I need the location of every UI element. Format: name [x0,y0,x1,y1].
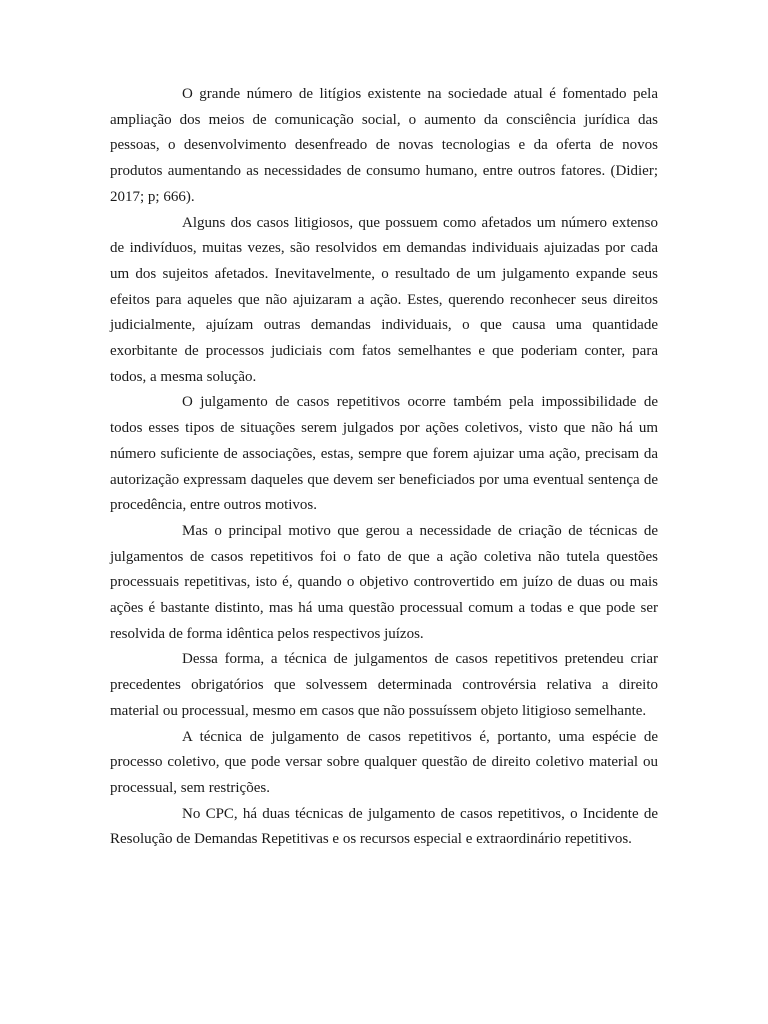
paragraph-5: Dessa forma, a técnica de julgamentos de casos repetitivos pretendeu criar precedentes obrigatórios que solvessem determinada controvérsia relativa a direito material ou processual, mesmo em casos que não possuíssem objeto litigioso semelhante. [110,651,658,719]
paragraph-3: O julgamento de casos repetitivos ocorre também pela impossibilidade de todos esses tipos de situações serem julgados por ações coletivos, visto que não há um número suficiente de associações, estas, sempre que forem ajuizar uma ação, precisam da autorização expressam daqueles que devem ser beneficiados por uma eventual sentença de procedência, entre outros motivos. [110,394,658,514]
paragraph-2: Alguns dos casos litigiosos, que possuem como afetados um número extenso de indivíduos, muitas vezes, são resolvidos em demandas individuais ajuizadas por cada um dos sujeitos afetados. Inevitavelmente, o resultado de um julgamento expande seus efeitos para aqueles que não ajuizaram a ação. Estes, querendo reconhecer seus direitos judicialmente, ajuízam outras demandas individuais, o que causa uma quantidade exorbitante de processos judiciais com fatos semelhantes e que poderiam conter, para todos, a mesma solução. [110,214,658,385]
paragraph-1: O grande número de litígios existente na sociedade atual é fomentado pela ampliação dos meios de comunicação social, o aumento da consciência jurídica das pessoas, o desenvolvimento desenfreado de novas tecnologias e da oferta de novos produtos aumentando as necessidades de consumo humano, entre outros fatores. (Didier; 2017; p; 666). [110,86,658,205]
document-body [110,82,658,853]
paragraph-6: A técnica de julgamento de casos repetitivos é, portanto, uma espécie de processo coletivo, que pode versar sobre qualquer questão de direito coletivo material ou processual, sem restrições. [110,728,658,796]
paragraph-4: Mas o principal motivo que gerou a necessidade de criação de técnicas de julgamentos de casos repetitivos foi o fato de que a ação coletiva não tutela questões processuais repetitivas, isto é, quando o objetivo controvertido em juízo de duas ou mais ações é bastante distinto, mas há uma questão processual comum a todas e que pode ser resolvida de forma idêntica pelos respectivos juízos. [110,522,658,642]
paragraph-7: No CPC, há duas técnicas de julgamento de casos repetitivos, o Incidente de Resolução de Demandas Repetitivas e os recursos especial e extraordinário repetitivos. [110,805,658,848]
